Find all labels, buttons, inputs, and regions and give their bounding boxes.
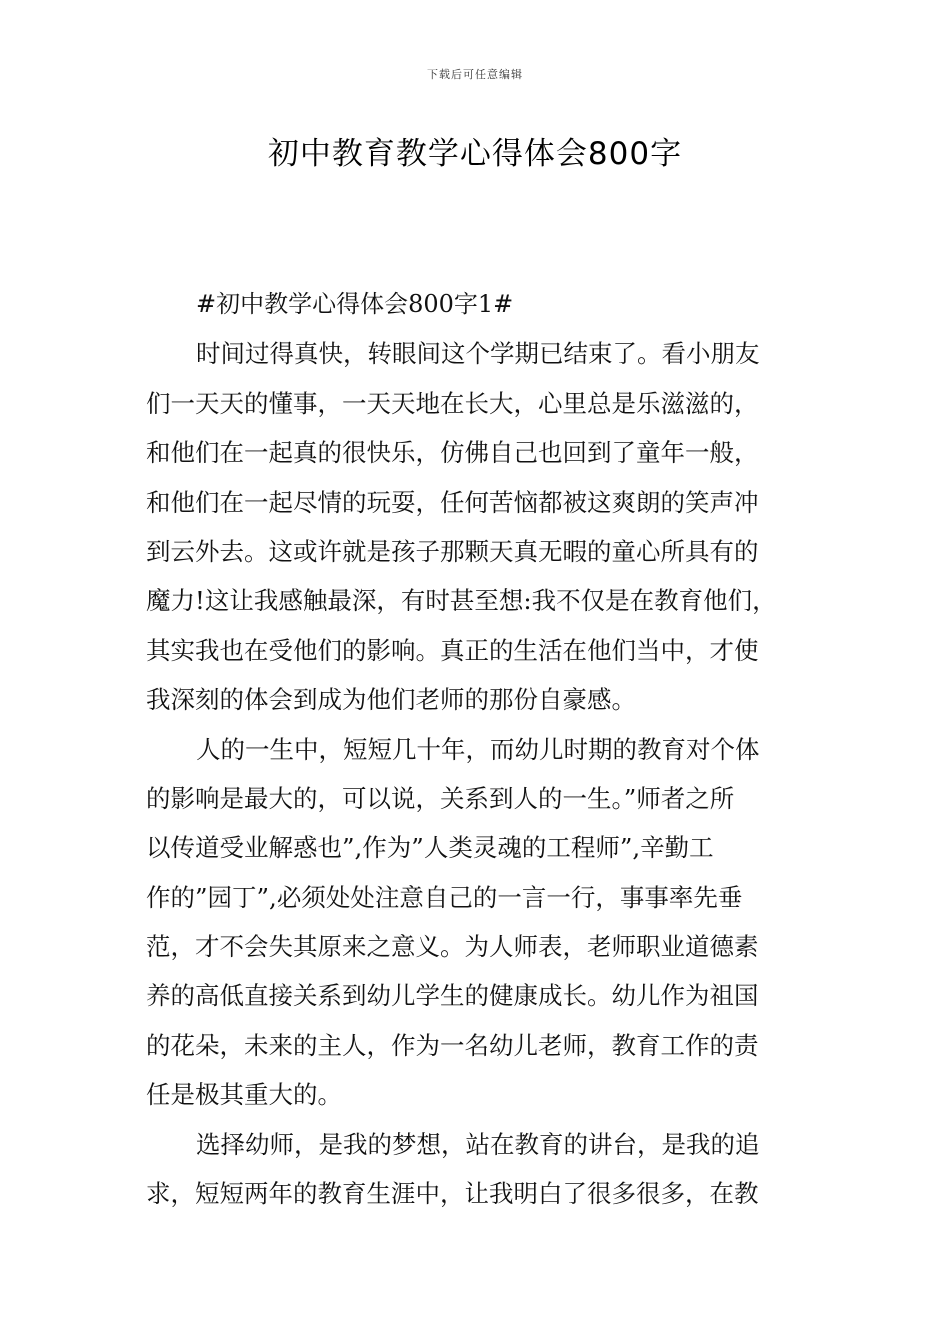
paragraph-line: 和他们在一起真的很快乐，仿佛自己也回到了童年一般， — [146, 438, 759, 468]
paragraph-line: 魔力!这让我感触最深，有时甚至想:我不仅是在教育他们， — [146, 586, 777, 616]
paragraph-line: 和他们在一起尽情的玩耍，任何苦恼都被这爽朗的笑声冲 — [146, 487, 759, 517]
document-body — [146, 280, 822, 1218]
header-note: 下载后可任意编辑 — [427, 68, 523, 81]
paragraph-2 — [146, 725, 822, 1120]
paragraph-line: 到云外去。这或许就是孩子那颗天真无暇的童心所具有的 — [146, 536, 759, 566]
paragraph-line: 养的高低直接关系到幼儿学生的健康成长。幼儿作为祖国 — [146, 981, 759, 1011]
paragraph-1 — [146, 329, 822, 724]
paragraph-line: 时间过得真快，转眼间这个学期已结束了。看小朋友 — [196, 339, 760, 369]
paragraph-line: 求，短短两年的教育生涯中，让我明白了很多很多，在教 — [146, 1179, 759, 1209]
document-title: 初中教育教学心得体会800字 — [267, 136, 683, 172]
paragraph-line: 人的一生中，短短几十年，而幼儿时期的教育对个体 — [196, 734, 760, 764]
paragraph-line: 的影响是最大的，可以说，关系到人的一生。”师者之所 — [146, 783, 735, 813]
paragraph-line: 的花朵，未来的主人，作为一名幼儿老师，教育工作的责 — [146, 1030, 759, 1060]
paragraph-line: 们一天天的懂事，一天天地在长大，心里总是乐滋滋的， — [146, 388, 759, 418]
paragraph-line: 范，才不会失其原来之意义。为人师表，老师职业道德素 — [146, 932, 759, 962]
paragraph-line: 选择幼师，是我的梦想，站在教育的讲台，是我的追 — [196, 1129, 760, 1159]
paragraph-line: 任是极其重大的。 — [146, 1080, 342, 1110]
paragraph-line: 其实我也在受他们的影响。真正的生活在他们当中，才使 — [146, 635, 759, 665]
section-heading: #初中教学心得体会800字1# — [196, 290, 514, 318]
paragraph-line: 以传道受业解惑也”,作为”人类灵魂的工程师”,辛勤工 — [146, 833, 714, 863]
paragraph-line: 作的”园丁”,必须处处注意自己的一言一行，事事率先垂 — [146, 882, 743, 912]
paragraph-line: 我深刻的体会到成为他们老师的那份自豪感。 — [146, 685, 636, 715]
paragraph-3 — [146, 1120, 822, 1219]
